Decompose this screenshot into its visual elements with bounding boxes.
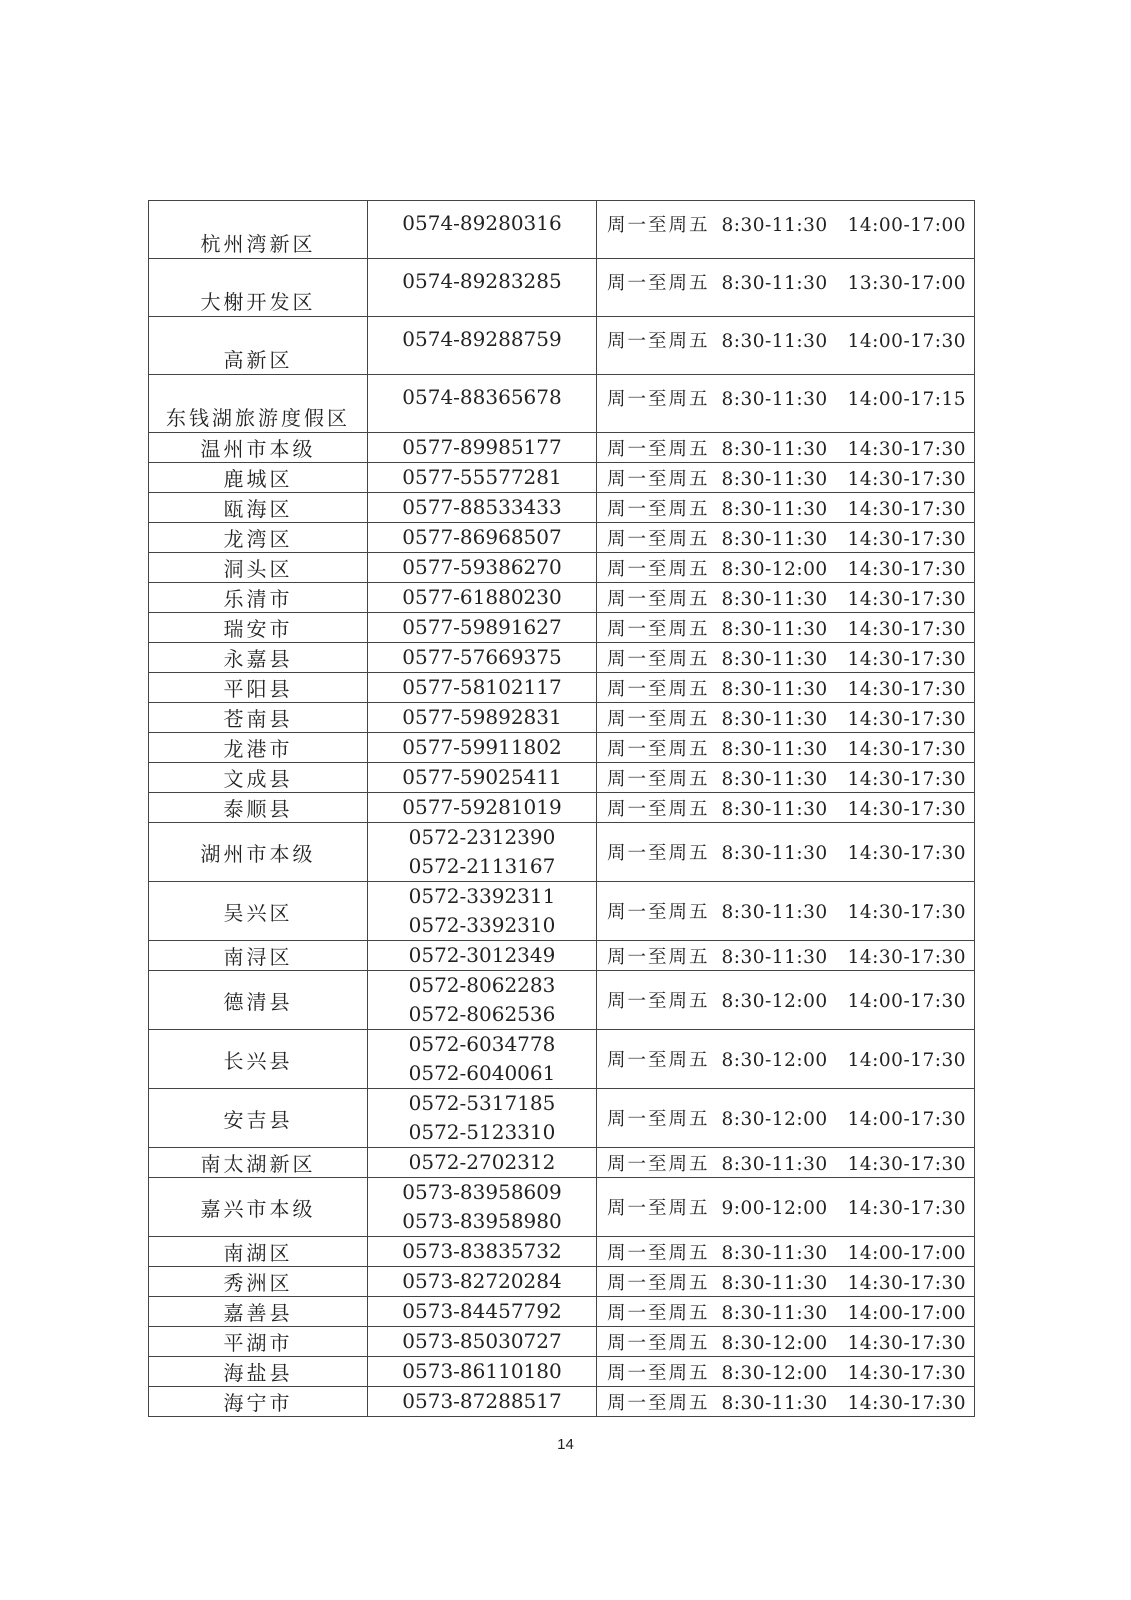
phone-cell [368, 523, 597, 553]
district-name: 东钱湖旅游度假区 [149, 375, 368, 433]
weekday-range: 周一至周五 [607, 215, 710, 236]
afternoon-hours: 14:00-17:00 [847, 215, 967, 236]
weekday-range: 周一至周五 [607, 1272, 710, 1294]
table-row [149, 941, 975, 971]
weekday-range: 周一至周五 [607, 768, 710, 790]
district-name: 文成县 [149, 763, 368, 793]
phone-number: 0577-88533433 [402, 495, 562, 519]
afternoon-hours: 14:30-17:30 [847, 708, 967, 730]
office-hours [597, 1327, 975, 1357]
district-name: 海宁市 [149, 1387, 368, 1417]
weekday-range: 周一至周五 [607, 946, 710, 968]
table-row [149, 493, 975, 523]
phone-number: 0573-82720284 [402, 1269, 562, 1293]
district-name: 德清县 [149, 971, 368, 1030]
phone-cell [368, 1267, 597, 1297]
phone-number: 0572-6034778 [408, 1032, 556, 1056]
phone-cell [368, 703, 597, 733]
district-name: 海盐县 [149, 1357, 368, 1387]
phone-cell [368, 553, 597, 583]
table-row [149, 317, 975, 375]
office-hours [597, 971, 975, 1030]
afternoon-hours: 14:30-17:30 [847, 1153, 967, 1175]
office-hours [597, 673, 975, 703]
afternoon-hours: 14:00-17:15 [847, 389, 967, 410]
afternoon-hours: 14:30-17:30 [847, 558, 967, 580]
page-number: 14 [557, 1436, 574, 1453]
weekday-range: 周一至周五 [607, 1242, 710, 1264]
district-name: 长兴县 [149, 1030, 368, 1089]
table-row [149, 1327, 975, 1357]
weekday-range: 周一至周五 [607, 708, 710, 730]
phone-number: 0573-83958980 [402, 1209, 562, 1233]
office-hours [597, 583, 975, 613]
afternoon-hours: 14:00-17:30 [847, 1050, 967, 1071]
district-name: 龙湾区 [149, 523, 368, 553]
afternoon-hours: 14:30-17:30 [847, 678, 967, 700]
phone-cell [368, 433, 597, 463]
afternoon-hours: 14:30-17:30 [847, 618, 967, 640]
district-name: 鹿城区 [149, 463, 368, 493]
morning-hours: 9:00-12:00 [721, 1198, 828, 1219]
office-hours [597, 1297, 975, 1327]
weekday-range: 周一至周五 [607, 528, 710, 550]
afternoon-hours: 14:30-17:30 [847, 843, 967, 864]
phone-number: 0577-89985177 [402, 435, 562, 459]
phone-cell [368, 793, 597, 823]
table-row [149, 1178, 975, 1237]
morning-hours: 8:30-11:30 [721, 528, 828, 550]
morning-hours: 8:30-11:30 [721, 708, 828, 730]
office-hours [597, 733, 975, 763]
morning-hours: 8:30-11:30 [721, 618, 828, 640]
phone-number: 0577-59386270 [402, 555, 562, 579]
morning-hours: 8:30-12:00 [721, 558, 828, 580]
district-name: 嘉兴市本级 [149, 1178, 368, 1237]
office-hours [597, 1357, 975, 1387]
district-name: 南湖区 [149, 1237, 368, 1267]
phone-number: 0577-59281019 [402, 795, 562, 819]
phone-number: 0572-8062283 [408, 973, 556, 997]
phone-number: 0577-58102117 [402, 675, 562, 699]
afternoon-hours: 14:30-17:30 [847, 1362, 967, 1384]
weekday-range: 周一至周五 [607, 991, 710, 1012]
afternoon-hours: 14:00-17:30 [847, 991, 967, 1012]
table-row [149, 823, 975, 882]
office-hours [597, 613, 975, 643]
table-body [149, 201, 975, 1417]
phone-cell [368, 317, 597, 375]
table-row [149, 463, 975, 493]
morning-hours: 8:30-11:30 [721, 1302, 828, 1324]
morning-hours: 8:30-11:30 [721, 946, 828, 968]
table-row [149, 1089, 975, 1148]
phone-number: 0573-87288517 [402, 1389, 562, 1413]
morning-hours: 8:30-11:30 [721, 1392, 828, 1414]
office-hours [597, 1148, 975, 1178]
phone-number: 0572-5317185 [408, 1091, 556, 1115]
office-hours [597, 493, 975, 523]
office-hours [597, 463, 975, 493]
weekday-range: 周一至周五 [607, 678, 710, 700]
morning-hours: 8:30-11:30 [721, 331, 828, 352]
afternoon-hours: 14:30-17:30 [847, 648, 967, 670]
phone-number: 0574-89280316 [402, 211, 562, 235]
weekday-range: 周一至周五 [607, 588, 710, 610]
office-hours [597, 523, 975, 553]
phone-cell [368, 1178, 597, 1237]
weekday-range: 周一至周五 [607, 438, 710, 460]
morning-hours: 8:30-12:00 [721, 1050, 828, 1071]
morning-hours: 8:30-12:00 [721, 991, 828, 1012]
weekday-range: 周一至周五 [607, 648, 710, 670]
weekday-range: 周一至周五 [607, 468, 710, 490]
afternoon-hours: 14:30-17:30 [847, 468, 967, 490]
morning-hours: 8:30-12:00 [721, 1332, 828, 1354]
table-row [149, 375, 975, 433]
district-name: 嘉善县 [149, 1297, 368, 1327]
phone-number: 0572-6040061 [408, 1061, 556, 1085]
weekday-range: 周一至周五 [607, 389, 710, 410]
weekday-range: 周一至周五 [607, 331, 710, 352]
table-row [149, 763, 975, 793]
table-row [149, 1357, 975, 1387]
table-row [149, 1387, 975, 1417]
phone-cell [368, 823, 597, 882]
morning-hours: 8:30-11:30 [721, 468, 828, 490]
phone-number: 0573-83958609 [402, 1180, 562, 1204]
phone-cell [368, 201, 597, 259]
phone-cell [368, 1387, 597, 1417]
phone-cell [368, 882, 597, 941]
afternoon-hours: 14:30-17:30 [847, 1392, 967, 1414]
morning-hours: 8:30-11:30 [721, 843, 828, 864]
district-name: 大榭开发区 [149, 259, 368, 317]
phone-number: 0577-55577281 [402, 465, 562, 489]
district-name: 瑞安市 [149, 613, 368, 643]
district-name: 杭州湾新区 [149, 201, 368, 259]
phone-cell [368, 375, 597, 433]
phone-cell [368, 493, 597, 523]
office-hours [597, 941, 975, 971]
afternoon-hours: 14:00-17:30 [847, 1109, 967, 1130]
table-row [149, 1297, 975, 1327]
office-hours [597, 259, 975, 317]
phone-number: 0572-3012349 [408, 943, 556, 967]
table-row [149, 259, 975, 317]
phone-number: 0577-59025411 [402, 765, 562, 789]
office-hours [597, 1267, 975, 1297]
office-hours [597, 375, 975, 433]
weekday-range: 周一至周五 [607, 902, 710, 923]
afternoon-hours: 14:30-17:30 [847, 768, 967, 790]
district-name: 南太湖新区 [149, 1148, 368, 1178]
afternoon-hours: 14:30-17:30 [847, 946, 967, 968]
morning-hours: 8:30-11:30 [721, 902, 828, 923]
table-row [149, 583, 975, 613]
afternoon-hours: 14:30-17:30 [847, 1198, 967, 1219]
weekday-range: 周一至周五 [607, 1302, 710, 1324]
morning-hours: 8:30-11:30 [721, 1242, 828, 1264]
phone-cell [368, 613, 597, 643]
morning-hours: 8:30-11:30 [721, 1272, 828, 1294]
office-hours [597, 1030, 975, 1089]
phone-number: 0577-61880230 [402, 585, 562, 609]
phone-number: 0574-88365678 [402, 385, 562, 409]
afternoon-hours: 14:30-17:30 [847, 738, 967, 760]
office-hours [597, 201, 975, 259]
morning-hours: 8:30-11:30 [721, 588, 828, 610]
district-name: 苍南县 [149, 703, 368, 733]
afternoon-hours: 14:30-17:30 [847, 528, 967, 550]
afternoon-hours: 14:30-17:30 [847, 438, 967, 460]
table-row [149, 1267, 975, 1297]
phone-number: 0577-59892831 [402, 705, 562, 729]
table-row [149, 733, 975, 763]
morning-hours: 8:30-11:30 [721, 768, 828, 790]
phone-number: 0573-85030727 [402, 1329, 562, 1353]
contact-hours-table [148, 200, 975, 1417]
office-hours [597, 703, 975, 733]
morning-hours: 8:30-11:30 [721, 738, 828, 760]
phone-cell [368, 941, 597, 971]
office-hours [597, 823, 975, 882]
weekday-range: 周一至周五 [607, 1392, 710, 1414]
morning-hours: 8:30-12:00 [721, 1362, 828, 1384]
table-row [149, 703, 975, 733]
afternoon-hours: 14:30-17:30 [847, 798, 967, 820]
district-name: 永嘉县 [149, 643, 368, 673]
district-name: 南浔区 [149, 941, 368, 971]
phone-number: 0572-3392310 [408, 913, 556, 937]
afternoon-hours: 14:30-17:30 [847, 1332, 967, 1354]
table-row [149, 433, 975, 463]
morning-hours: 8:30-11:30 [721, 438, 828, 460]
phone-number: 0572-3392311 [408, 884, 556, 908]
morning-hours: 8:30-11:30 [721, 1153, 828, 1175]
district-name: 乐清市 [149, 583, 368, 613]
table-row [149, 613, 975, 643]
afternoon-hours: 14:30-17:30 [847, 902, 967, 923]
office-hours [597, 882, 975, 941]
district-name: 平湖市 [149, 1327, 368, 1357]
weekday-range: 周一至周五 [607, 843, 710, 864]
office-hours [597, 1089, 975, 1148]
phone-number: 0574-89283285 [402, 269, 562, 293]
weekday-range: 周一至周五 [607, 798, 710, 820]
district-name: 安吉县 [149, 1089, 368, 1148]
phone-number: 0574-89288759 [402, 327, 562, 351]
phone-cell [368, 259, 597, 317]
morning-hours: 8:30-11:30 [721, 498, 828, 520]
phone-cell [368, 673, 597, 703]
district-name: 吴兴区 [149, 882, 368, 941]
district-name: 温州市本级 [149, 433, 368, 463]
table-row [149, 643, 975, 673]
table-row [149, 523, 975, 553]
weekday-range: 周一至周五 [607, 1362, 710, 1384]
district-name: 平阳县 [149, 673, 368, 703]
phone-cell [368, 1089, 597, 1148]
phone-cell [368, 1237, 597, 1267]
phone-cell [368, 1148, 597, 1178]
weekday-range: 周一至周五 [607, 1109, 710, 1130]
morning-hours: 8:30-11:30 [721, 648, 828, 670]
afternoon-hours: 14:30-17:30 [847, 498, 967, 520]
phone-number: 0573-84457792 [402, 1299, 562, 1323]
morning-hours: 8:30-11:30 [721, 215, 828, 236]
weekday-range: 周一至周五 [607, 1198, 710, 1219]
table-row [149, 1237, 975, 1267]
table-row [149, 553, 975, 583]
office-hours [597, 793, 975, 823]
phone-cell [368, 1327, 597, 1357]
weekday-range: 周一至周五 [607, 498, 710, 520]
morning-hours: 8:30-11:30 [721, 273, 828, 294]
table-row [149, 882, 975, 941]
district-name: 瓯海区 [149, 493, 368, 523]
phone-number: 0572-2312390 [408, 825, 556, 849]
morning-hours: 8:30-12:00 [721, 1109, 828, 1130]
office-hours [597, 553, 975, 583]
afternoon-hours: 13:30-17:00 [847, 273, 967, 294]
district-name: 湖州市本级 [149, 823, 368, 882]
morning-hours: 8:30-11:30 [721, 678, 828, 700]
phone-number: 0572-5123310 [408, 1120, 556, 1144]
office-hours [597, 763, 975, 793]
office-hours [597, 643, 975, 673]
office-hours [597, 1178, 975, 1237]
phone-number: 0572-2113167 [408, 854, 556, 878]
weekday-range: 周一至周五 [607, 618, 710, 640]
office-hours [597, 317, 975, 375]
phone-number: 0572-2702312 [408, 1150, 556, 1174]
phone-cell [368, 643, 597, 673]
phone-number: 0577-59891627 [402, 615, 562, 639]
table-row [149, 971, 975, 1030]
morning-hours: 8:30-11:30 [721, 798, 828, 820]
phone-number: 0573-83835732 [402, 1239, 562, 1263]
afternoon-hours: 14:30-17:30 [847, 588, 967, 610]
table-row [149, 1030, 975, 1089]
phone-cell [368, 1297, 597, 1327]
district-name: 洞头区 [149, 553, 368, 583]
weekday-range: 周一至周五 [607, 273, 710, 294]
district-name: 高新区 [149, 317, 368, 375]
weekday-range: 周一至周五 [607, 738, 710, 760]
afternoon-hours: 14:00-17:00 [847, 1302, 967, 1324]
table-row [149, 673, 975, 703]
weekday-range: 周一至周五 [607, 558, 710, 580]
phone-number: 0572-8062536 [408, 1002, 556, 1026]
table-row [149, 201, 975, 259]
phone-cell [368, 763, 597, 793]
phone-cell [368, 1030, 597, 1089]
table-row [149, 793, 975, 823]
afternoon-hours: 14:00-17:30 [847, 331, 967, 352]
phone-number: 0577-57669375 [402, 645, 562, 669]
table-row [149, 1148, 975, 1178]
office-hours [597, 1387, 975, 1417]
weekday-range: 周一至周五 [607, 1050, 710, 1071]
district-name: 秀洲区 [149, 1267, 368, 1297]
phone-cell [368, 971, 597, 1030]
district-name: 龙港市 [149, 733, 368, 763]
phone-number: 0577-86968507 [402, 525, 562, 549]
phone-cell [368, 463, 597, 493]
phone-cell [368, 733, 597, 763]
phone-cell [368, 1357, 597, 1387]
phone-number: 0577-59911802 [402, 735, 562, 759]
phone-cell [368, 583, 597, 613]
office-hours [597, 433, 975, 463]
afternoon-hours: 14:00-17:00 [847, 1242, 967, 1264]
weekday-range: 周一至周五 [607, 1332, 710, 1354]
phone-number: 0573-86110180 [402, 1359, 562, 1383]
office-hours [597, 1237, 975, 1267]
morning-hours: 8:30-11:30 [721, 389, 828, 410]
afternoon-hours: 14:30-17:30 [847, 1272, 967, 1294]
district-name: 泰顺县 [149, 793, 368, 823]
weekday-range: 周一至周五 [607, 1153, 710, 1175]
